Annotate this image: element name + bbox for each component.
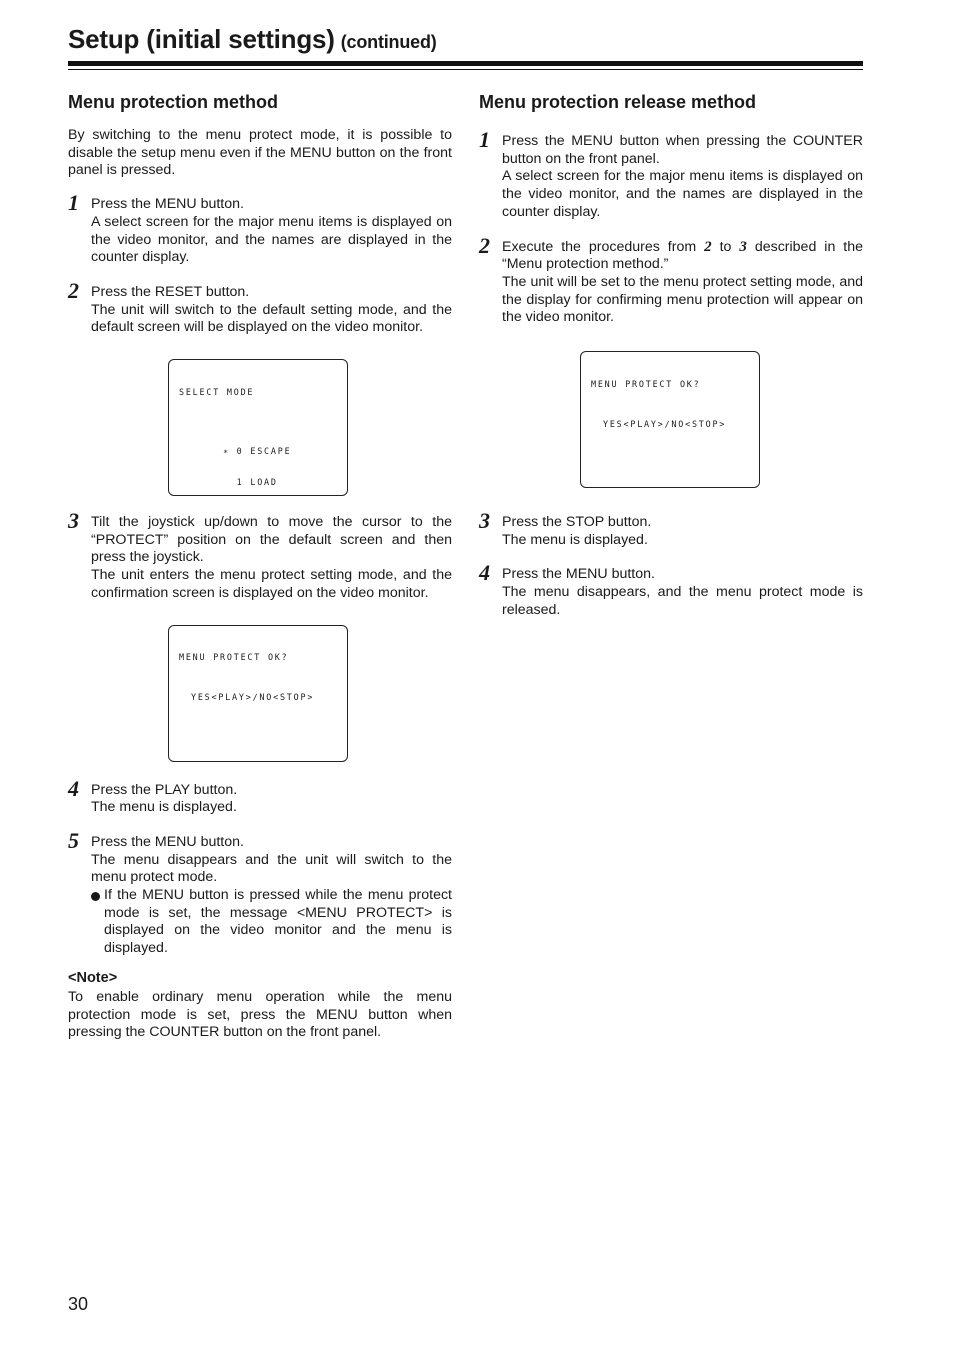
- screen-options: [179, 426, 337, 497]
- header-rule-thick: [68, 61, 863, 66]
- step-text: The menu disappears and the unit will switch to the menu protect mode.: [91, 851, 452, 886]
- intro-paragraph: By switching to the menu protect mode, it is possible to disable the setup menu even if the MENU button on the front panel is pressed.: [68, 127, 452, 179]
- step-text: Press the STOP button.: [502, 514, 652, 531]
- screen-line: YES<PLAY>∕NO<STOP>: [191, 692, 315, 703]
- step-text: Press the RESET button.: [91, 283, 250, 300]
- step-3: [479, 508, 863, 549]
- page-number: 30: [68, 1294, 89, 1314]
- title-main: Setup (initial settings): [68, 24, 335, 54]
- step-text-part: to: [711, 238, 740, 255]
- screen-option: ∗ 0 ESCAPE: [223, 446, 292, 457]
- step-text: A select screen for the major menu items is displayed on the video monitor, and the names are displayed in the counter display.: [91, 213, 452, 266]
- screen-option: 1 LOAD: [223, 477, 278, 487]
- screen-title: SELECT MODE: [179, 386, 255, 397]
- confirm-screen: [580, 351, 760, 488]
- step-text: The unit enters the menu protect setting mode, and the confirmation screen is displayed on the video monitor.: [91, 567, 452, 601]
- step-text: The unit will switch to the default setting mode, and the default screen will be displayed on the video monitor.: [91, 301, 452, 336]
- step-text: The unit will be set to the menu protect setting mode, and the display for confirming menu protection will appear on the video monitor.: [502, 273, 863, 326]
- section-heading-release: Menu protection release method: [479, 92, 757, 112]
- confirm-screen: [168, 625, 348, 762]
- step-number: 5: [68, 827, 79, 853]
- step-number: 1: [479, 127, 490, 152]
- step-text: A select screen for the major menu items is displayed on the video monitor, and the names are displayed in the counter display.: [502, 168, 863, 220]
- page-title: [68, 24, 437, 55]
- step-2: [479, 232, 864, 328]
- bullet-dot-icon: [91, 892, 100, 901]
- note-block: [68, 970, 452, 1042]
- step-text-part: described in the “Menu protection method.”: [502, 238, 864, 273]
- step-ref-number: 3: [739, 238, 747, 255]
- step-text: The menu disappears, and the menu protect mode is released.: [502, 584, 863, 618]
- step-number: 3: [68, 508, 79, 534]
- step-ref-number: 2: [704, 238, 712, 255]
- header-rule-thin: [68, 69, 863, 70]
- step-number: 4: [68, 775, 79, 801]
- screen-line: YES<PLAY>∕NO<STOP>: [603, 418, 727, 429]
- section-heading-protection: Menu protection method: [68, 92, 278, 112]
- step-1: [68, 190, 452, 267]
- note-text: To enable ordinary menu operation while the menu protection mode is set, press the MENU button when pressing the COUNTER button on the front panel.: [68, 988, 452, 1041]
- screen-title: MENU PROTECT OK?: [179, 652, 289, 663]
- step-4: [479, 560, 863, 619]
- step-number: 3: [479, 508, 490, 534]
- step-5: [68, 827, 452, 958]
- step-text: Press the PLAY button.: [91, 781, 238, 798]
- step-2: [68, 277, 452, 337]
- step-number: 1: [68, 190, 79, 216]
- step-3: [68, 508, 452, 603]
- step-text-part: Execute the procedures from: [502, 238, 705, 255]
- step-text: The menu is displayed.: [91, 799, 237, 816]
- step-text: Tilt the joystick up/down to move the cursor to the “PROTECT” position on the default screen and then press the joystick.: [91, 514, 452, 566]
- step-number: 4: [479, 560, 490, 586]
- bullet-text: If the MENU button is pressed while the menu protect mode is set, the message <MENU PROTECT> is displayed on the video monitor and the menu is displayed.: [104, 887, 452, 957]
- step-text: [502, 239, 863, 274]
- step-text: Press the MENU button.: [91, 196, 244, 213]
- select-mode-screen: [168, 359, 348, 496]
- note-heading: <Note>: [68, 969, 118, 986]
- title-continued: (continued): [340, 32, 437, 52]
- right-column: [479, 92, 863, 637]
- screen-title: MENU PROTECT OK?: [591, 378, 701, 389]
- step-1: [479, 127, 863, 222]
- step-text: Press the MENU button.: [502, 566, 655, 583]
- bullet-item: [91, 887, 452, 958]
- step-text: The menu is displayed.: [502, 531, 648, 548]
- left-column: [68, 92, 452, 1042]
- step-4: [68, 775, 452, 817]
- step-text: Press the MENU button.: [91, 833, 244, 850]
- step-number: 2: [479, 232, 490, 258]
- step-number: 2: [68, 277, 79, 303]
- step-text: Press the MENU button when pressing the COUNTER button on the front panel.: [502, 133, 863, 167]
